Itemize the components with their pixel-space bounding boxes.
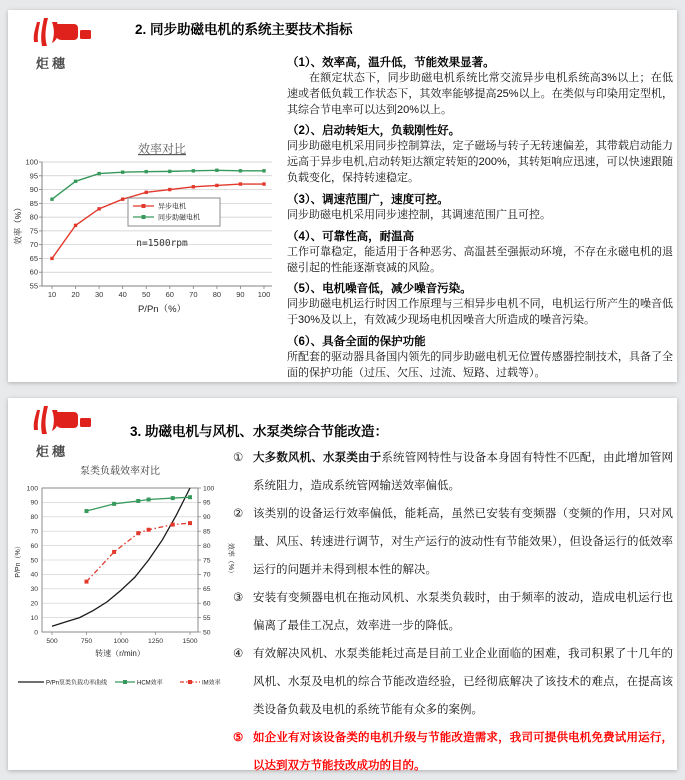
svg-text:100: 100 (203, 485, 215, 493)
svg-text:70: 70 (30, 528, 38, 536)
renovation-list (233, 444, 673, 780)
svg-text:90: 90 (236, 290, 245, 299)
logo-text: 炬穗 (36, 444, 69, 459)
panel-section3-renovation (8, 398, 677, 770)
svg-text:90: 90 (29, 185, 38, 195)
svg-text:80: 80 (29, 212, 38, 222)
list-item (233, 444, 673, 500)
svg-text:70: 70 (29, 240, 38, 250)
list-item-number: ③ (233, 592, 244, 604)
list-item (233, 640, 673, 724)
svg-text:95: 95 (203, 499, 211, 507)
svg-text:50: 50 (203, 629, 211, 637)
svg-text:20: 20 (30, 600, 38, 608)
list-item (233, 584, 673, 640)
list-item-text: 大多数风机、水泵类由于系统管网特性与设备本身固有特性不匹配，由此增加管网系统阻力，造成系统管网输送效率偏低。 (253, 452, 674, 492)
svg-text:1250: 1250 (147, 638, 164, 645)
svg-text:50: 50 (142, 290, 151, 299)
svg-text:同步助磁电机: 同步助磁电机 (158, 214, 200, 222)
list-item-number: ② (233, 508, 244, 520)
svg-text:90: 90 (30, 499, 38, 507)
svg-text:HCM效率: HCM效率 (137, 680, 163, 687)
svg-text:80: 80 (203, 542, 211, 550)
svg-text:40: 40 (118, 290, 127, 299)
panel-section2-tech-specs (8, 10, 677, 382)
svg-text:65: 65 (203, 586, 211, 594)
tech-spec-list (287, 50, 673, 382)
svg-text:泵类负载效率对比: 泵类负载效率对比 (80, 466, 160, 477)
company-logo (30, 404, 110, 460)
item-heading: （5）、电机噪音低，减少噪音污染。 (287, 283, 472, 296)
section1-title: 2. 同步助磁电机的系统主要技术指标 (135, 22, 353, 37)
svg-text:P/Pn（%）: P/Pn（%） (15, 542, 22, 578)
svg-text:P/Pn（%）: P/Pn（%） (137, 304, 187, 315)
item-body: 工作可靠稳定，能适用于各种恶劣、高温甚至强振动环境，不存在永磁电机的退磁引起的性能逐渐衰减的风险。 (287, 245, 673, 274)
svg-text:75: 75 (29, 226, 38, 236)
svg-text:30: 30 (30, 586, 38, 594)
item-body: 同步助磁电机采用同步控制算法，定子磁场与转子无转速偏差，其带载启动能力远高于异步电机,启动转矩达额定转矩的200%，其转矩响应迅速，可以快速跟随负载变化，保持转速稳定。 (287, 140, 673, 185)
section2-title: 3. 助磁电机与风机、水泵类综合节能改造： (130, 424, 389, 439)
svg-text:50: 50 (30, 557, 38, 565)
svg-text:70: 70 (203, 571, 211, 579)
item-heading: （6）、具备全面的保护功能 (287, 336, 426, 349)
company-logo (30, 16, 110, 72)
svg-text:60: 60 (30, 542, 38, 550)
svg-text:10: 10 (47, 290, 57, 299)
item-body: 同步助磁电机采用同步速控制，其调速范围广且可控。 (287, 208, 551, 221)
item-heading: （1）、效率高，温升低，节能效果显著。 (287, 57, 495, 69)
pump-chart-svg (12, 460, 237, 700)
item-body: 在额定状态下，同步助磁电机系统比常交流异步电机系统高3%以上；在低速或者低负载工作状态下，其效率能够提高25%以上。在类似与印染用定型机，其综合节电率可以达到20%以上。 (287, 72, 673, 116)
svg-text:90: 90 (203, 514, 211, 522)
list-item-text: 如企业有对该设备类的电机升级与节能改造需求，我司可提供电机免费试用运行，以达到双方节能技改成功的目的。 (253, 732, 673, 772)
svg-text:500: 500 (46, 638, 58, 645)
svg-text:n=1500rpm: n=1500rpm (136, 238, 188, 249)
efficiency-chart-svg (12, 140, 288, 320)
svg-text:60: 60 (165, 290, 174, 299)
flame-icon (30, 16, 92, 52)
svg-text:80: 80 (30, 514, 38, 522)
svg-text:效率（%）: 效率（%） (227, 542, 234, 578)
svg-text:70: 70 (189, 290, 198, 299)
item-heading: （2）、启动转矩大，负载刚性好。 (287, 125, 461, 138)
svg-text:20: 20 (71, 290, 80, 299)
list-item-text: 该类别的设备运行效率偏低，能耗高，虽然已安装有变频器（变频的作用，只对风量、风压、转速进行调节，对生产运行的波动性有节能效果），但设备运行的低效率运行的问题并未得到根本性的解决。 (253, 508, 673, 576)
svg-text:95: 95 (29, 171, 38, 181)
svg-text:效率对比: 效率对比 (137, 142, 187, 156)
item-heading: （3）、调速范围广，速度可控。 (287, 193, 449, 206)
svg-text:0: 0 (34, 629, 38, 637)
svg-text:P/Pn泵类负载功率曲线: P/Pn泵类负载功率曲线 (46, 680, 108, 687)
list-item-number: ① (233, 452, 244, 464)
svg-text:1500: 1500 (182, 638, 198, 645)
svg-text:100: 100 (25, 157, 38, 167)
svg-text:85: 85 (203, 528, 211, 536)
svg-text:1000: 1000 (113, 638, 129, 645)
svg-text:60: 60 (29, 267, 38, 277)
flame-icon (30, 404, 92, 440)
svg-text:10: 10 (30, 614, 38, 622)
svg-text:30: 30 (94, 290, 104, 299)
svg-text:55: 55 (29, 281, 38, 291)
svg-text:100: 100 (257, 290, 271, 299)
svg-text:转速（r/min）: 转速（r/min） (95, 649, 145, 658)
logo-text: 炬穗 (36, 56, 69, 71)
svg-text:750: 750 (80, 638, 93, 645)
list-item-text: 安装有变频器电机在拖动风机、水泵类负载时，由于频率的波动，造成电机运行也偏离了最佳工况点，效率进一步的降低。 (253, 592, 673, 632)
list-item (233, 500, 673, 584)
svg-text:65: 65 (29, 253, 38, 263)
efficiency-comparison-chart (12, 140, 288, 325)
list-item-text: 有效解决风机、水泵类能耗过高是目前工业企业面临的困难，我司积累了十几年的风机、水泵及电机的综合节能改造经验，已经彻底解决了该技术的难点，在提高该类设备负载及电机的系统节能有众多的案例。 (253, 648, 673, 716)
list-item-number: ⑤ (233, 732, 244, 744)
svg-text:75: 75 (203, 557, 211, 565)
svg-text:40: 40 (30, 571, 38, 579)
pump-load-efficiency-chart (12, 460, 237, 705)
svg-text:85: 85 (29, 198, 38, 208)
svg-text:IM效率: IM效率 (202, 680, 221, 687)
svg-text:100: 100 (26, 485, 38, 493)
item-body: 同步助磁电机运行时因工作原理与三相异步电机不同，电机运行所产生的噪音低于30%及以上，有效减少现场电机因噪音大所造成的噪音污染。 (287, 298, 673, 327)
item-body: 所配套的驱动器具备国内领先的同步助磁电机无位置传感器控制技术，具备了全面的保护功能（过压、欠压、过流、短路、过载等）。 (287, 351, 673, 379)
svg-text:异步电机: 异步电机 (158, 203, 186, 211)
list-item-number: ④ (233, 648, 244, 660)
svg-text:60: 60 (203, 600, 211, 608)
svg-text:效率（%）: 效率（%） (13, 203, 23, 245)
svg-text:55: 55 (203, 614, 211, 622)
item-heading: （4）、可靠性高，耐温高 (287, 230, 415, 243)
svg-text:80: 80 (212, 290, 222, 299)
list-item (233, 724, 673, 780)
